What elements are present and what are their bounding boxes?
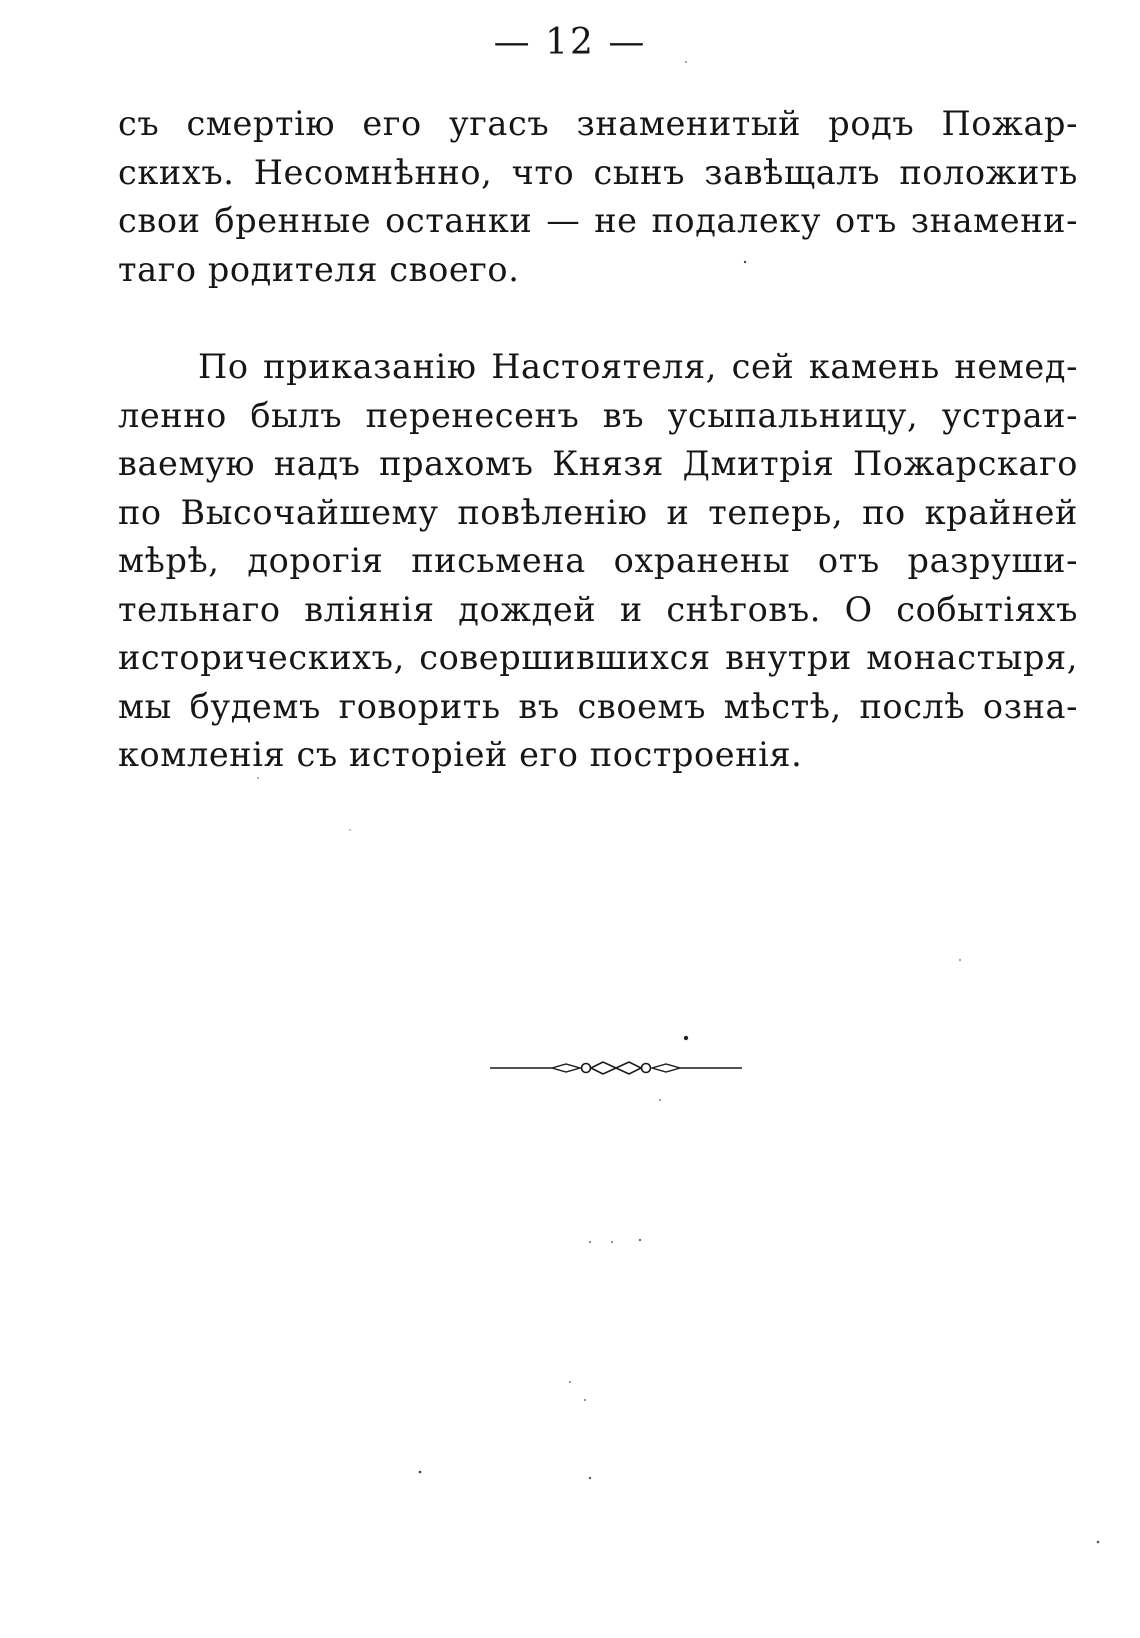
text-line: комленія съ исторіей его построенія. — [118, 735, 803, 774]
paragraph-2 — [118, 343, 1078, 780]
text-line: тельнаго вліянія дождей и снѣговъ. О событіяхъ — [118, 589, 1078, 629]
text-line: скихъ. Несомнѣнно, что сынъ завѣщалъ положить — [118, 152, 1078, 192]
text-line: съ смертію его угасъ знаменитый родъ Пожар- — [118, 104, 1078, 143]
text-line: По приказанію Настоятеля, сей камень немед- — [198, 347, 1078, 386]
text-line: мѣрѣ, дорогія письмена охранены отъ разруши- — [118, 541, 1078, 580]
text-line: таго родителя своего. — [118, 249, 520, 289]
paragraph-spacing — [118, 294, 1078, 343]
text-line: ленно былъ перенесенъ въ усыпальницу, устраи- — [118, 395, 1078, 435]
page-number: — 12 — — [493, 22, 647, 63]
text-line: свои бренные останки — не подалеку отъ знамени- — [118, 201, 1078, 240]
paragraph-1 — [118, 100, 1078, 294]
ornamental-divider-icon — [490, 1058, 742, 1078]
text-line: ваемую надъ прахомъ Князя Дмитрія Пожарскаго — [118, 444, 1078, 483]
body-text — [118, 100, 1078, 780]
text-line: историческихъ, совершившихся внутри монастыря, — [118, 638, 1078, 677]
text-line: по Высочайшему повѣленію и теперь, по крайней — [118, 492, 1078, 532]
text-line: мы будемъ говорить въ своемъ мѣстѣ, послѣ озна- — [118, 686, 1078, 726]
